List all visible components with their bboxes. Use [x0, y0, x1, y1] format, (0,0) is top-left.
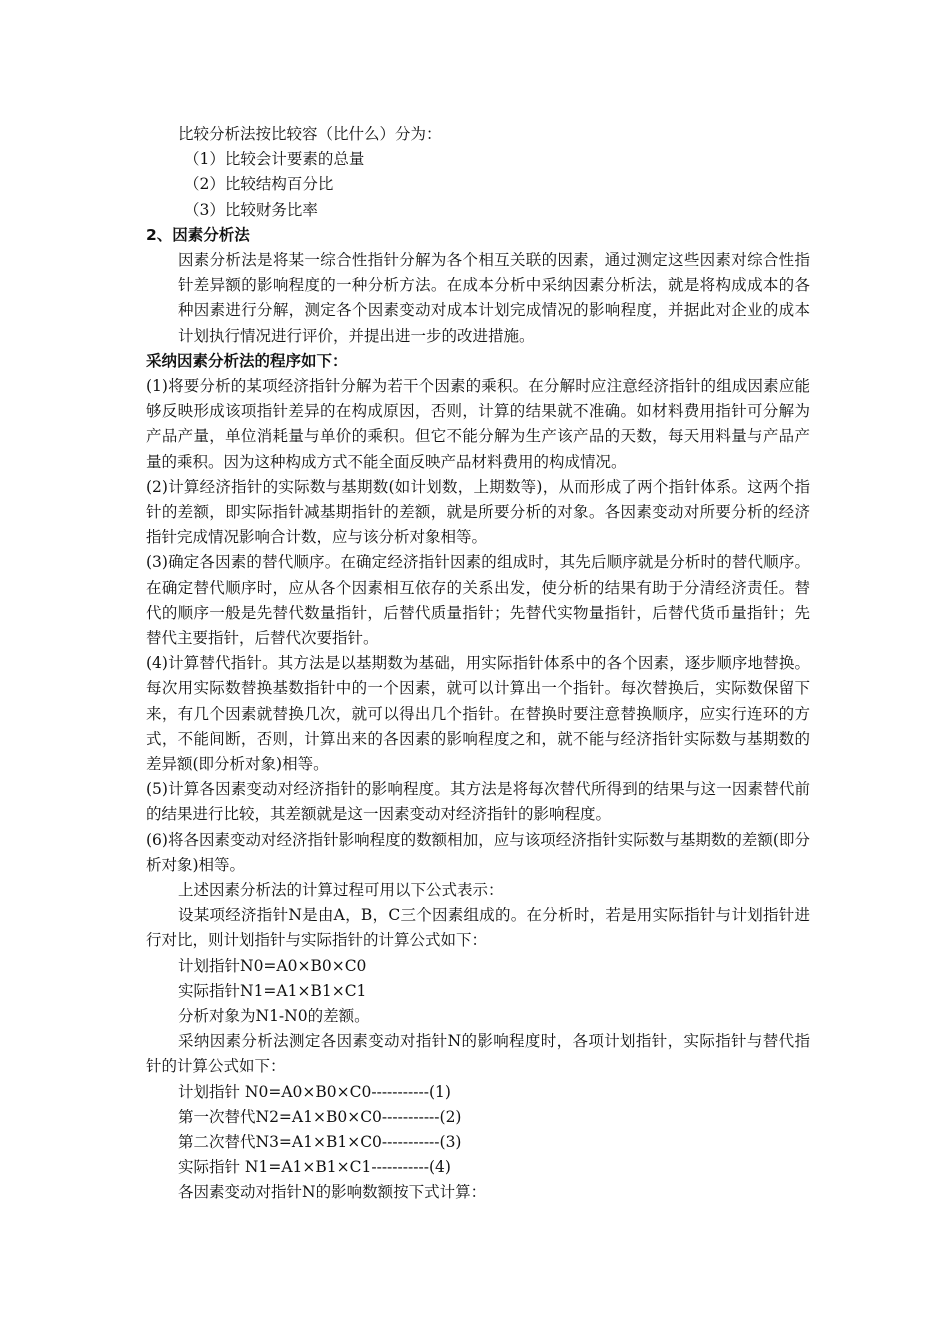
procedure-step-6: (6)将各因素变动对经济指针影响程度的数额相加，应与该项经济指针实际数与基期数的差额(即分析对象)相等。: [146, 830, 810, 874]
compare-intro: 比较分析法按比较容（比什么）分为：: [178, 125, 442, 143]
equation-3: 第二次替代N3=A1×B1×C0-----------(3): [178, 1132, 462, 1151]
procedure-step-4: (4)计算替代指针。其方法是以基期数为基础，用实际指针体系中的各个因素，逐步顺序地替换。每次用实际数替换基数指针中的一个因素，就可以计算出一个指针。每次替换后，实际数保留下来，有几个因素就替换几次，就可以得出几个指针。在替换时要注意替换顺序，应实行连环的方式，不能间断，否则，计算出来的各因素的影响程度之和，就不能与经济指针实际数与基期数的差异额(即分析对象)相等。: [146, 654, 810, 773]
procedure-step-2: (2)计算经济指针的实际数与基期数(如计划数，上期数等)，从而形成了两个指针体系。这两个指针的差额，即实际指针减基期指针的差额，就是所要分析的对象。各因素变动对所要分析的经济指针完成情况影响合计数，应与该分析对象相等。: [146, 477, 810, 547]
procedure-heading: 采纳因素分析法的程序如下：: [146, 351, 348, 370]
equation-4: 实际指针 N1=A1×B1×C1-----------(4): [178, 1158, 451, 1177]
compare-item-1: （1）比较会计要素的总量: [184, 150, 365, 169]
document-page: [146, 122, 810, 1206]
formula-actual: 实际指针N1=A1×B1×C1: [178, 981, 367, 1000]
compare-item-3: （3）比较财务比率: [184, 200, 318, 219]
formula-setup: 设某项经济指针N是由A，B，C三个因素组成的。在分析时，若是用实际指针与计划指针进行对比，则计划指针与实际指针的计算公式如下：: [146, 906, 810, 950]
formula-method: 采纳因素分析法测定各因素变动对指针N的影响程度时，各项计划指针，实际指针与替代指针的计算公式如下：: [146, 1032, 810, 1076]
equation-1: 计划指针 N0=A0×B0×C0-----------(1): [178, 1082, 451, 1101]
factor-analysis-text: 因素分析法是将某一综合性指针分解为各个相互关联的因素，通过测定这些因素对综合性指针差异额的影响程度的一种分析方法。在成本分析中采纳因素分析法，就是将构成成本的各种因素进行分解，测定各个因素变动对成本计划完成情况的影响程度，并据此对企业的成本计划执行情况进行评价，并提出进一步的改进措施。: [178, 250, 810, 345]
compare-item-2: （2）比较结构百分比: [184, 175, 334, 194]
formula-closing: 各因素变动对指针N的影响数额按下式计算：: [178, 1183, 487, 1202]
formula-plan: 计划指针N0=A0×B0×C0: [178, 956, 367, 975]
equation-2: 第一次替代N2=A1×B0×C0-----------(2): [178, 1107, 462, 1126]
section-heading-factor-analysis: 2、因素分析法: [146, 225, 250, 244]
formula-object: 分析对象为N1-N0的差额。: [178, 1006, 370, 1025]
formula-intro: 上述因素分析法的计算过程可用以下公式表示：: [178, 881, 504, 899]
procedure-step-1: (1)将要分析的某项经济指针分解为若干个因素的乘积。在分解时应注意经济指针的组成因素应能够反映形成该项指针差异的在构成原因，否则，计算的结果就不准确。如材料费用指针可分解为产品产量，单位消耗量与单价的乘积。但它不能分解为生产该产品的天数，每天用料量与产品产量的乘积。因为这种构成方式不能全面反映产品材料费用的构成情况。: [146, 376, 810, 471]
procedure-step-5: (5)计算各因素变动对经济指针的影响程度。其方法是将每次替代所得到的结果与这一因素替代前的结果进行比较，其差额就是这一因素变动对经济指针的影响程度。: [146, 780, 810, 824]
procedure-step-3: (3)确定各因素的替代顺序。在确定经济指针因素的组成时，其先后顺序就是分析时的替代顺序。在确定替代顺序时，应从各个因素相互依存的关系出发，使分析的结果有助于分清经济责任。替代的顺序一般是先替代数量指针，后替代质量指针；先替代实物量指针，后替代货币量指针；先替代主要指针，后替代次要指针。: [146, 553, 810, 647]
factor-analysis-paragraph: [146, 248, 810, 349]
